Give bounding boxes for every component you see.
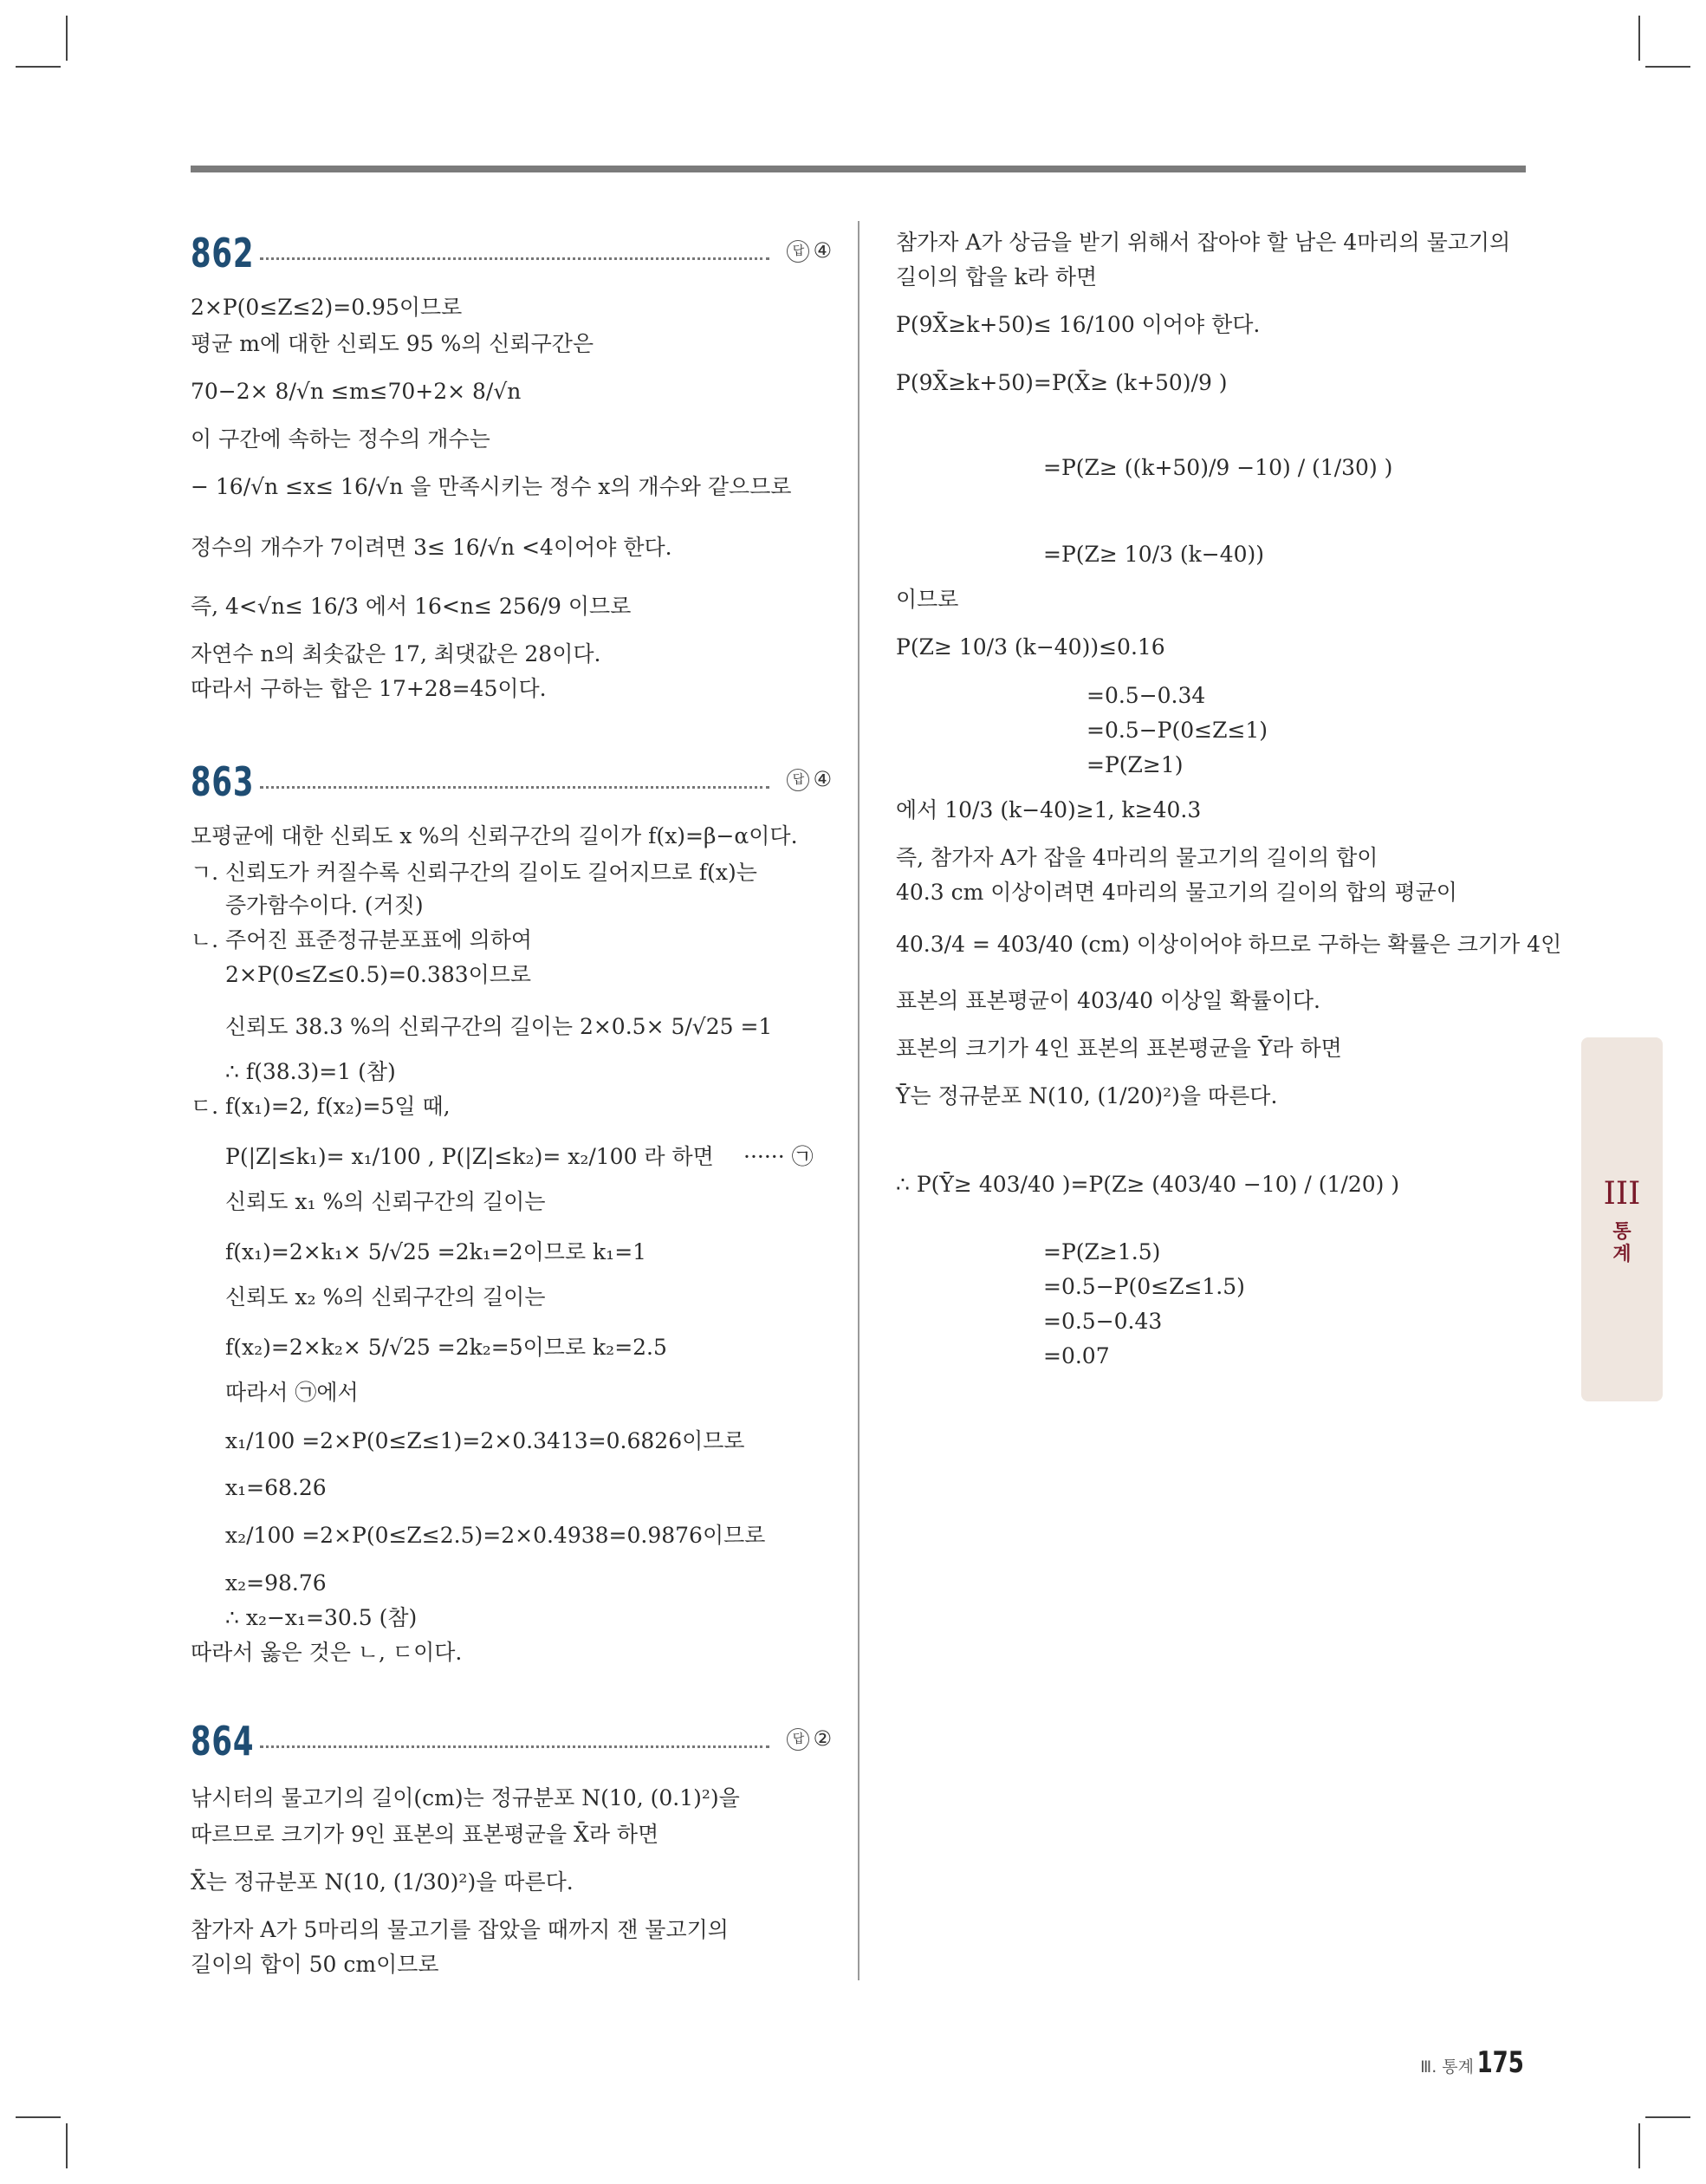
solution-line: 70−2× 8/√n ≤m≤70+2× 8/√n — [191, 379, 522, 404]
answer-choice: ④ — [813, 767, 832, 791]
solution-line: =0.5−0.34 — [1087, 683, 1206, 708]
solution-line: Ȳ는 정규분포 N(10, (1/20)²)을 따른다. — [896, 1083, 1278, 1108]
crop-mark — [66, 2123, 68, 2168]
problem-number: 863 — [191, 758, 255, 805]
solution-line: 즉, 4<√n≤ 16/3 에서 16<n≤ 256/9 이므로 — [191, 594, 632, 619]
solution-line: =P(Z≥1) — [1087, 752, 1184, 777]
solution-line: 신뢰도 x₁ %의 신뢰구간의 길이는 — [225, 1189, 546, 1214]
solution-line: 따르므로 크기가 9인 표본의 표본평균을 X̄라 하면 — [191, 1822, 659, 1847]
chapter-label: 통계 — [1612, 1221, 1631, 1265]
crop-mark — [16, 2116, 61, 2118]
solution-line: =P(Z≥1.5) — [1043, 1239, 1161, 1264]
solution-line: 길이의 합을 k라 하면 — [896, 264, 1098, 289]
problem-header-863 — [191, 758, 832, 810]
crop-mark — [1638, 2123, 1640, 2168]
solution-line: 이므로 — [896, 587, 959, 612]
answer-choice: ④ — [813, 238, 832, 263]
solution-line: ∴ P(Ȳ≥ 403/40 )=P(Z≥ (403/40 −10) / (1/20) ) — [896, 1172, 1400, 1197]
problem-number: 862 — [191, 230, 255, 276]
solution-line: ㄷ. f(x₁)=2, f(x₂)=5일 때, — [191, 1094, 451, 1119]
answer-badge — [787, 1726, 832, 1751]
solution-line: 2×P(0≤Z≤2)=0.95이므로 — [191, 295, 463, 320]
solution-line: =0.5−P(0≤Z≤1) — [1087, 718, 1268, 743]
solution-line: x₂=98.76 — [225, 1570, 327, 1596]
solution-line: 40.3/4 = 403/40 (cm) 이상이어야 하므로 구하는 확률은 크기가 4인 — [896, 932, 1562, 957]
crop-mark — [66, 16, 68, 61]
solution-line: 길이의 합이 50 cm이므로 — [191, 1952, 439, 1977]
solution-line: − 16/√n ≤x≤ 16/√n 을 만족시키는 정수 x의 개수와 같으므로 — [191, 474, 792, 499]
column-divider — [858, 221, 859, 1980]
solution-line: 정수의 개수가 7이려면 3≤ 16/√n <4이어야 한다. — [191, 535, 672, 560]
solution-line: P(9X̄≥k+50)≤ 16/100 이어야 한다. — [896, 312, 1261, 337]
solution-line: 낚시터의 물고기의 길이(cm)는 정규분포 N(10, (0.1)²)을 — [191, 1785, 740, 1810]
solution-line: =0.07 — [1043, 1343, 1110, 1368]
solution-line: 모평균에 대한 신뢰도 x %의 신뢰구간의 길이가 f(x)=β−α이다. — [191, 823, 798, 848]
header-rule — [191, 166, 1526, 172]
solution-line: x₁/100 =2×P(0≤Z≤1)=2×0.3413=0.6826이므로 — [225, 1428, 745, 1453]
solution-line: 따라서 구하는 합은 17+28=45이다. — [191, 676, 547, 701]
problem-number: 864 — [191, 1718, 255, 1765]
solution-line: 신뢰도 x₂ %의 신뢰구간의 길이는 — [225, 1284, 546, 1310]
solution-line: ∴ x₂−x₁=30.5 (참) — [225, 1605, 418, 1630]
solution-line: 신뢰도 38.3 %의 신뢰구간의 길이는 2×0.5× 5/√25 =1 — [225, 1014, 773, 1039]
solution-line: 자연수 n의 최솟값은 17, 최댓값은 28이다. — [191, 641, 601, 666]
answer-badge — [787, 767, 832, 791]
solution-line: 증가함수이다. (거짓) — [225, 893, 424, 918]
answer-mark-icon: 답 — [787, 769, 809, 791]
crop-mark — [1638, 16, 1640, 61]
solution-line: =P(Z≥ 10/3 (k−40)) — [1043, 542, 1265, 567]
solution-line: 참가자 A가 상금을 받기 위해서 잡아야 할 남은 4마리의 물고기의 — [896, 230, 1511, 255]
solution-line: 평균 m에 대한 신뢰도 95 %의 신뢰구간은 — [191, 331, 594, 356]
crop-mark — [1645, 66, 1690, 68]
problem-header-864 — [191, 1718, 832, 1770]
answer-choice: ② — [813, 1726, 832, 1751]
solution-line: 따라서 옳은 것은 ㄴ, ㄷ이다. — [191, 1640, 463, 1665]
crop-mark — [16, 66, 61, 68]
solution-line: =0.5−P(0≤Z≤1.5) — [1043, 1274, 1245, 1299]
solution-line: ㄱ. 신뢰도가 커질수록 신뢰구간의 길이도 길어지므로 f(x)는 — [191, 860, 757, 885]
equation-tag: ······ ㉠ — [743, 1144, 814, 1169]
solution-line: P(|Z|≤k₁)= x₁/100 , P(|Z|≤k₂)= x₂/100 라 하면 — [225, 1144, 714, 1169]
solution-line: 표본의 크기가 4인 표본의 표본평균을 Ȳ라 하면 — [896, 1036, 1342, 1061]
answer-badge — [787, 238, 832, 263]
solution-line: 이 구간에 속하는 정수의 개수는 — [191, 426, 490, 452]
leader-dots — [260, 257, 769, 260]
problem-header-862 — [191, 230, 832, 282]
solution-line: 2×P(0≤Z≤0.5)=0.383이므로 — [225, 962, 532, 987]
solution-line: f(x₂)=2×k₂× 5/√25 =2k₂=5이므로 k₂=2.5 — [225, 1335, 667, 1360]
solution-line: ∴ f(38.3)=1 (참) — [225, 1059, 396, 1084]
solution-line: f(x₁)=2×k₁× 5/√25 =2k₁=2이므로 k₁=1 — [225, 1239, 647, 1264]
solution-line: P(Z≥ 10/3 (k−40))≤0.16 — [896, 634, 1165, 660]
chapter-side-tab — [1581, 1037, 1663, 1401]
solution-line: =0.5−0.43 — [1043, 1309, 1163, 1334]
solution-line: =P(Z≥ ((k+50)/9 −10) / (1/30) ) — [1043, 455, 1393, 480]
solution-line: 따라서 ㉠에서 — [225, 1380, 359, 1405]
solution-line: ㄴ. 주어진 표준정규분포표에 의하여 — [191, 927, 533, 952]
footer-section: Ⅲ. 통계 — [1420, 2057, 1474, 2077]
solution-line: 표본의 표본평균이 403/40 이상일 확률이다. — [896, 988, 1320, 1013]
page-number: 175 — [1476, 2045, 1524, 2080]
solution-line: x₁=68.26 — [225, 1475, 327, 1500]
leader-dots — [260, 786, 769, 789]
solution-line: x₂/100 =2×P(0≤Z≤2.5)=2×0.4938=0.9876이므로 — [225, 1523, 766, 1548]
solution-line: X̄는 정규분포 N(10, (1/30)²)을 따른다. — [191, 1869, 574, 1895]
solution-line: P(9X̄≥k+50)=P(X̄≥ (k+50)/9 ) — [896, 370, 1228, 395]
solution-line: 40.3 cm 이상이려면 4마리의 물고기의 길이의 합의 평균이 — [896, 880, 1457, 905]
answer-mark-icon: 답 — [787, 1728, 809, 1751]
solution-line: 에서 10/3 (k−40)≥1, k≥40.3 — [896, 797, 1202, 822]
solution-line: 참가자 A가 5마리의 물고기를 잡았을 때까지 잰 물고기의 — [191, 1917, 729, 1942]
answer-mark-icon: 답 — [787, 240, 809, 263]
chapter-numeral: III — [1603, 1176, 1641, 1212]
solution-line: 즉, 참가자 A가 잡을 4마리의 물고기의 길이의 합이 — [896, 845, 1378, 870]
leader-dots — [260, 1745, 769, 1748]
crop-mark — [1645, 2116, 1690, 2118]
